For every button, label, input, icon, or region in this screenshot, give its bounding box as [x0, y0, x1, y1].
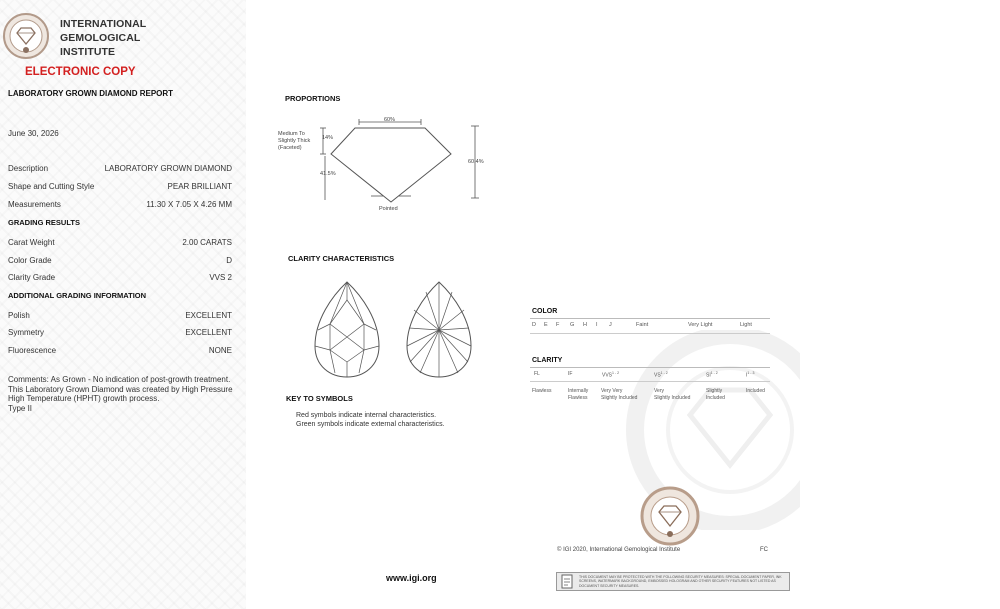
security-banner — [556, 572, 790, 591]
clarity-i — [746, 371, 754, 379]
description-label: Description — [8, 164, 49, 173]
grading-results-heading: GRADING RESULTS — [8, 218, 80, 227]
shape-row — [8, 182, 232, 191]
clarity-internally-flawless — [568, 388, 588, 401]
igi-seal-small-icon — [640, 486, 700, 546]
report-title: LABORATORY GROWN DIAMOND REPORT — [8, 89, 174, 98]
key-to-symbols-text — [296, 411, 445, 429]
carat-label: Carat Weight — [8, 238, 55, 247]
clarity-si-text: SI — [706, 372, 711, 379]
igi-website-link[interactable]: www.igi.org — [386, 573, 437, 583]
clarity-internally-line1: Internally — [568, 388, 589, 394]
fluorescence-label: Fluorescence — [8, 346, 57, 355]
comments-line: Type II — [8, 403, 33, 413]
table-percent: 60% — [384, 117, 396, 123]
clarity-si-desc-line2: Included — [706, 394, 725, 401]
clarity-scale-heading: CLARITY — [532, 357, 563, 364]
clarity-if: IF — [568, 371, 573, 377]
fluorescence-value: NONE — [208, 346, 232, 355]
clarity-vvs-desc — [601, 388, 637, 401]
clarity-i-sup: 1 - 3 — [747, 371, 755, 375]
color-grade-f: F — [556, 322, 560, 328]
girdle-label-line1: Medium To — [278, 131, 305, 137]
color-light: Light — [740, 322, 752, 328]
security-text: THIS DOCUMENT MAY BE PROTECTED WITH THE FOLLOWING SECURITY MEASURES: SPECIAL DOCUMENT PAPER, INK SCREENS, WATERMARK BACKGROUND, EMBOSSED HOLOGRAM AND OTHER SECURITY FEATURES NOT LISTED AS DOCUMENT SECURITY MEASURES. — [579, 574, 782, 588]
clarity-si — [706, 371, 718, 379]
additional-grading-heading: ADDITIONAL GRADING INFORMATION — [8, 291, 147, 300]
measurements-label: Measurements — [8, 200, 61, 209]
clarity-vs-desc-line1: Very — [654, 388, 665, 394]
polish-row — [8, 311, 232, 320]
color-grade-e: E — [544, 322, 548, 328]
clarity-scale-mid-line — [530, 381, 770, 382]
description-value: LABORATORY GROWN DIAMOND — [104, 164, 232, 173]
color-very-light: Very Light — [688, 322, 713, 328]
crown-percent: 14% — [322, 135, 334, 141]
clarity-vs-desc-line2: Slightly Included — [654, 394, 691, 401]
clarity-si-desc-line1: Slightly — [706, 388, 723, 394]
clarity-grade-label: Clarity Grade — [8, 273, 56, 282]
clarity-vvs — [602, 371, 619, 379]
polish-value: EXCELLENT — [185, 311, 232, 320]
comments-block — [8, 375, 234, 413]
clarity-vvs-desc-line1: Very Very — [601, 388, 623, 394]
footer-code: FC — [760, 547, 768, 553]
report-date: June 30, 2026 — [8, 129, 59, 138]
proportions-heading: PROPORTIONS — [285, 94, 341, 103]
clarity-characteristics-heading: CLARITY CHARACTERISTICS — [288, 254, 395, 263]
polish-label: Polish — [8, 311, 30, 320]
color-grade-row — [8, 256, 232, 265]
clarity-vs — [654, 371, 668, 379]
comments-line: Comments: As Grown - No indication of post-growth treatment. — [8, 375, 231, 384]
clarity-vs-desc — [654, 388, 690, 401]
measurements-value: 11.30 X 7.05 X 4.26 MM — [146, 200, 232, 209]
color-scale-heading: COLOR — [532, 308, 558, 315]
color-grade-j: J — [609, 322, 612, 328]
carat-value: 2.00 CARATS — [182, 238, 232, 247]
clarity-vs-sup: 1 - 2 — [660, 371, 668, 375]
org-name-line2: GEMOLOGICAL — [60, 32, 141, 44]
culet-label: Pointed — [379, 206, 398, 212]
clarity-scale-divider — [530, 367, 770, 368]
clarity-grade-row — [8, 273, 232, 282]
fluorescence-row — [8, 346, 232, 355]
symmetry-row — [8, 328, 232, 337]
clarity-vvs-text: VVS — [602, 372, 613, 379]
security-document-icon — [560, 574, 576, 589]
girdle-label-line2: Slightly Thick — [278, 138, 311, 144]
clarity-vvs-sup: 1 - 2 — [612, 371, 620, 375]
measurements-row — [8, 200, 232, 209]
clarity-si-desc — [706, 388, 725, 401]
clarity-fl: FL — [534, 371, 540, 377]
color-grade-value: D — [226, 256, 232, 265]
clarity-included: Included — [746, 388, 765, 394]
copyright-text: © IGI 2020, International Gemological Institute — [557, 547, 681, 553]
color-grades — [532, 322, 752, 328]
key-to-symbols-heading: KEY TO SYMBOLS — [286, 394, 353, 403]
shape-label: Shape and Cutting Style — [8, 182, 95, 191]
color-grade-d: D — [532, 322, 536, 328]
org-name-line1: INTERNATIONAL — [60, 18, 147, 30]
girdle-label — [278, 131, 310, 152]
carat-row — [8, 238, 232, 247]
igi-seal-icon — [2, 12, 50, 60]
symmetry-value: EXCELLENT — [185, 328, 232, 337]
total-depth-percent: 60.4% — [468, 159, 484, 165]
girdle-label-line3: (Faceted) — [278, 145, 302, 151]
color-grade-g: G — [570, 322, 575, 328]
clarity-i-text: I — [746, 372, 748, 379]
clarity-internally-line2: Flawless — [568, 394, 588, 401]
clarity-si-sup: 1 - 2 — [710, 371, 718, 375]
color-grade-label: Color Grade — [8, 256, 52, 265]
clarity-flawless: Flawless — [532, 388, 552, 394]
org-name-line3: INSTITUTE — [60, 46, 116, 58]
comments-line: This Laboratory Grown Diamond was created by High Pressure High Temperature (HPHT) growth process. — [8, 384, 233, 403]
color-scale-bottom-line — [530, 333, 770, 334]
proportions-diagram — [275, 110, 505, 220]
clarity-plot-diagram — [310, 280, 480, 380]
color-scale-divider — [530, 318, 770, 319]
color-grade-h: H — [583, 322, 587, 328]
clarity-vs-text: VS — [654, 372, 661, 379]
pavilion-percent: 41.5% — [320, 171, 336, 177]
key-internal-text: Red symbols indicate internal characteristics. — [296, 412, 437, 419]
clarity-vvs-desc-line2: Slightly Included — [601, 394, 638, 401]
description-row — [8, 164, 232, 173]
key-external-text: Green symbols indicate external characteristics. — [296, 421, 445, 428]
color-faint: Faint — [636, 322, 649, 328]
electronic-copy-label: ELECTRONIC COPY — [25, 66, 136, 78]
color-grade-i: I — [596, 322, 598, 328]
shape-value: PEAR BRILLIANT — [167, 182, 232, 191]
clarity-grade-value: VVS 2 — [209, 273, 232, 282]
symmetry-label: Symmetry — [8, 328, 44, 337]
